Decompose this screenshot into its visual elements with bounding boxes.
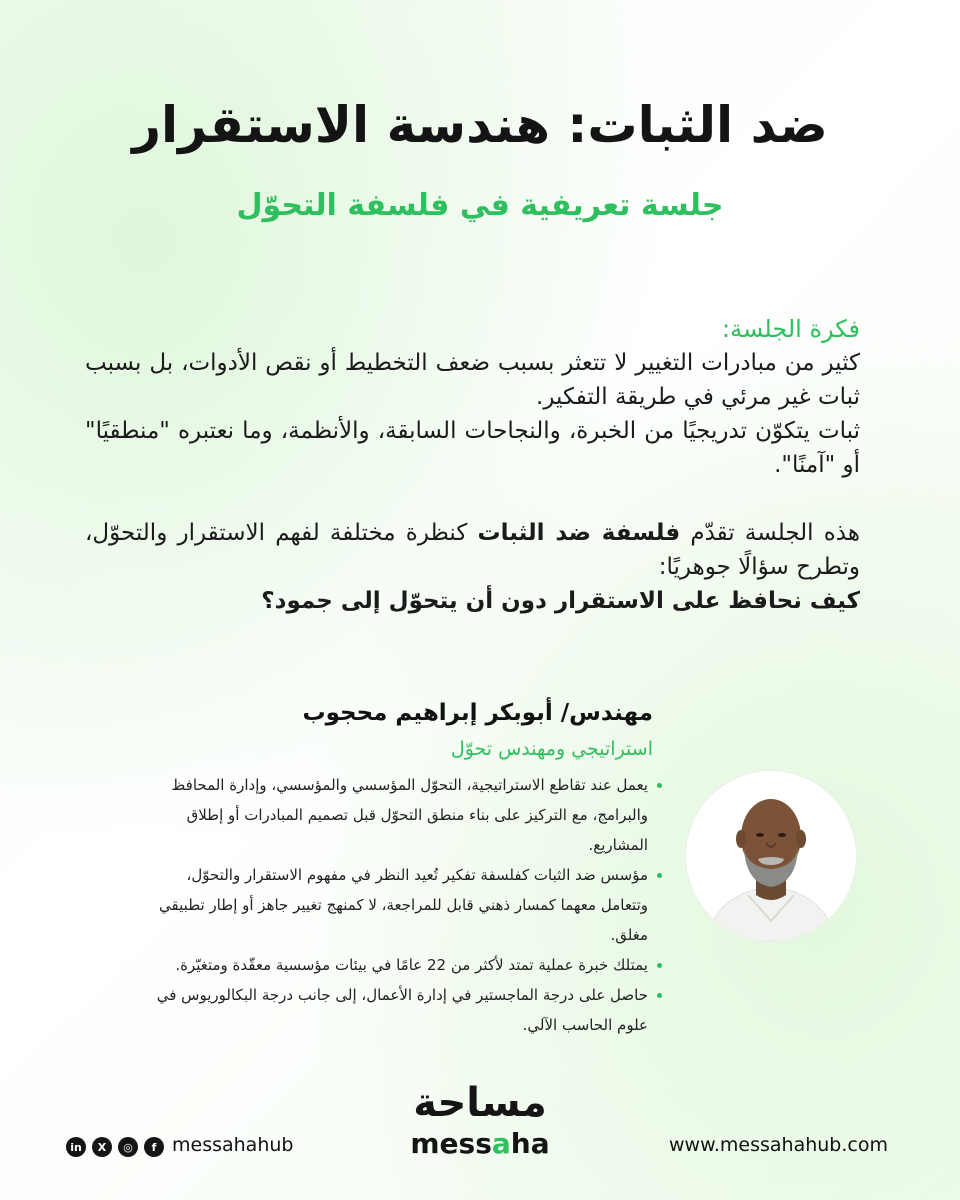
speaker-bio-list bbox=[150, 770, 662, 1040]
bullet-dot-icon bbox=[657, 993, 662, 998]
idea-paragraph-1: كثير من مبادرات التغيير لا تتعثر بسبب ضعف التخطيط أو نقص الأدوات، بل بسبب ثبات غير مرئي في طريقة التفكير. bbox=[85, 350, 860, 410]
bio-item: يمتلك خبرة عملية تمتد لأكثر من 22 عامًا في بيئات مؤسسية معقّدة ومتغيّرة. bbox=[150, 950, 662, 980]
social-handle[interactable]: messahahub bbox=[172, 1134, 294, 1156]
idea-p3-bold: فلسفة ضد الثبات bbox=[477, 520, 681, 546]
idea-label: فكرة الجلسة: bbox=[722, 315, 860, 343]
bullet-dot-icon bbox=[657, 783, 662, 788]
website-link[interactable]: www.messahahub.com bbox=[668, 1134, 888, 1156]
brand-logo-english: messaha bbox=[410, 1127, 550, 1160]
social-icons bbox=[66, 1137, 164, 1157]
speaker-role: استراتيجي ومهندس تحوّل bbox=[450, 738, 653, 760]
bullet-dot-icon bbox=[657, 873, 662, 878]
page-subtitle: جلسة تعريفية في فلسفة التحوّل bbox=[236, 188, 724, 223]
instagram-icon[interactable]: ◎ bbox=[118, 1137, 138, 1157]
bio-item: يعمل عند تقاطع الاستراتيجية، التحوّل المؤسسي والمؤسسي، وإدارة المحافظ والبرامج، مع التركيز على بناء منطق التحوّل قبل تصميم المبادرات أو إطلاق المشاريع. bbox=[150, 770, 662, 860]
brand-logo-arabic: مساحة bbox=[413, 1080, 547, 1126]
x-icon[interactable]: X bbox=[92, 1137, 112, 1157]
bio-item: مؤسس ضد الثبات كفلسفة تفكير تُعيد النظر في مفهوم الاستقرار والتحوّل، وتتعامل معهما كمسار ذهني قابل للمراجعة، لا كمنهج تغيير جاهز أو إطار تطبيقي مغلق. bbox=[150, 860, 662, 950]
bullet-dot-icon bbox=[657, 963, 662, 968]
idea-question: كيف نحافظ على الاستقرار دون أن يتحوّل إلى جمود؟ bbox=[261, 588, 860, 614]
facebook-icon[interactable]: f bbox=[144, 1137, 164, 1157]
idea-paragraph-2: ثبات يتكوّن تدريجيًا من الخبرة، والنجاحات السابقة، والأنظمة، وما نعتبره "منطقيًا" أو "آمنًا". bbox=[85, 418, 860, 478]
idea-paragraph-3 bbox=[85, 516, 860, 584]
speaker-photo bbox=[686, 771, 856, 941]
linkedin-icon[interactable]: in bbox=[66, 1137, 86, 1157]
bio-item: حاصل على درجة الماجستير في إدارة الأعمال، إلى جانب درجة البكالوريوس في علوم الحاسب الآلي. bbox=[150, 980, 662, 1040]
speaker-name: مهندس/ أبوبكر إبراهيم محجوب bbox=[302, 700, 653, 726]
idea-p3-end: كنظرة مختلفة لفهم الاستقرار والتحوّل، وتطرح سؤالًا جوهريًا: bbox=[85, 520, 860, 580]
session-idea bbox=[85, 312, 860, 618]
idea-p3-start: هذه الجلسة تقدّم bbox=[680, 520, 860, 546]
speaker-avatar-illustration bbox=[686, 771, 856, 941]
page-title: ضد الثبات: هندسة الاستقرار bbox=[132, 96, 828, 154]
